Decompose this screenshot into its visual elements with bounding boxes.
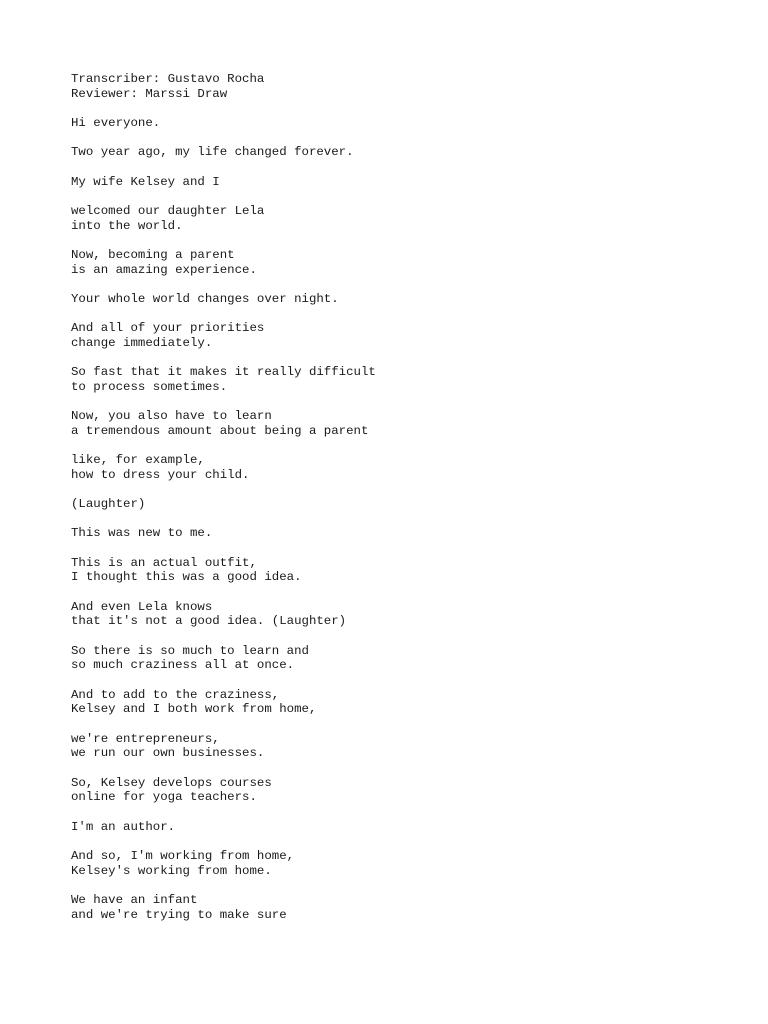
transcript-line: how to dress your child. bbox=[71, 467, 250, 482]
transcript-line: And to add to the craziness, bbox=[71, 687, 280, 702]
transcript-line: like, for example, bbox=[71, 453, 205, 468]
transcript-line: into the world. bbox=[71, 218, 183, 233]
transcript-line: Now, you also have to learn bbox=[71, 409, 272, 424]
transcript-line: we run our own businesses. bbox=[71, 746, 265, 761]
transcript-paragraph bbox=[71, 688, 731, 717]
transcript-line: Kelsey and I both work from home, bbox=[71, 702, 317, 717]
transcript-paragraph bbox=[71, 644, 731, 673]
transcript-line: we're entrepreneurs, bbox=[71, 731, 220, 746]
transcript-line: And so, I'm working from home, bbox=[71, 849, 295, 864]
transcript-line: Kelsey's working from home. bbox=[71, 863, 272, 878]
transcript-paragraph bbox=[71, 497, 731, 512]
transcript-line: a tremendous amount about being a parent bbox=[71, 423, 369, 438]
transcript-line: that it's not a good idea. (Laughter) bbox=[71, 614, 347, 629]
transcript-paragraph bbox=[71, 600, 731, 629]
transcript-line: So there is so much to learn and bbox=[71, 643, 309, 658]
transcript-paragraph bbox=[71, 116, 731, 131]
transcript-paragraph bbox=[71, 526, 731, 541]
transcript-line: so much craziness all at once. bbox=[71, 658, 295, 673]
transcript-paragraph bbox=[71, 321, 731, 350]
transcript-paragraph bbox=[71, 409, 731, 438]
transcriber-credit: Transcriber: Gustavo Rocha bbox=[71, 72, 265, 86]
transcript-line: And even Lela knows bbox=[71, 599, 213, 614]
transcript-line: I thought this was a good idea. bbox=[71, 570, 302, 585]
transcript-paragraph bbox=[71, 849, 731, 878]
transcript-line: Your whole world changes over night. bbox=[71, 291, 339, 306]
transcript-line: welcomed our daughter Lela bbox=[71, 203, 265, 218]
transcript-paragraph bbox=[71, 776, 731, 805]
transcript-line: So, Kelsey develops courses bbox=[71, 775, 272, 790]
transcript-paragraph bbox=[71, 175, 731, 190]
transcript-line: And all of your priorities bbox=[71, 321, 265, 336]
transcript-line: Two year ago, my life changed forever. bbox=[71, 145, 354, 160]
transcript-paragraph bbox=[71, 248, 731, 277]
transcript-paragraph bbox=[71, 204, 731, 233]
transcript-paragraph bbox=[71, 453, 731, 482]
transcript-paragraph bbox=[71, 820, 731, 835]
transcript-line: to process sometimes. bbox=[71, 379, 228, 394]
transcript-line: online for yoga teachers. bbox=[71, 790, 257, 805]
transcript-page bbox=[71, 72, 731, 937]
transcript-line: is an amazing experience. bbox=[71, 262, 257, 277]
transcript-line: This was new to me. bbox=[71, 526, 213, 541]
transcript-paragraph bbox=[71, 292, 731, 307]
transcript-line: change immediately. bbox=[71, 335, 213, 350]
transcript-paragraph bbox=[71, 732, 731, 761]
transcript-paragraph bbox=[71, 893, 731, 922]
transcript-paragraph bbox=[71, 556, 731, 585]
transcript-line: Hi everyone. bbox=[71, 116, 161, 130]
transcript-body bbox=[71, 116, 731, 922]
transcript-paragraph bbox=[71, 365, 731, 394]
reviewer-credit: Reviewer: Marssi Draw bbox=[71, 86, 228, 101]
transcript-line: We have an infant bbox=[71, 893, 198, 908]
transcript-line: This is an actual outfit, bbox=[71, 555, 257, 570]
transcript-line: Now, becoming a parent bbox=[71, 247, 235, 262]
transcript-paragraph bbox=[71, 145, 731, 160]
transcript-line: So fast that it makes it really difficult bbox=[71, 365, 376, 380]
transcript-line: (Laughter) bbox=[71, 497, 146, 512]
credits-block bbox=[71, 72, 731, 101]
transcript-line: I'm an author. bbox=[71, 819, 176, 834]
transcript-line: and we're trying to make sure bbox=[71, 907, 287, 922]
transcript-line: My wife Kelsey and I bbox=[71, 174, 220, 189]
